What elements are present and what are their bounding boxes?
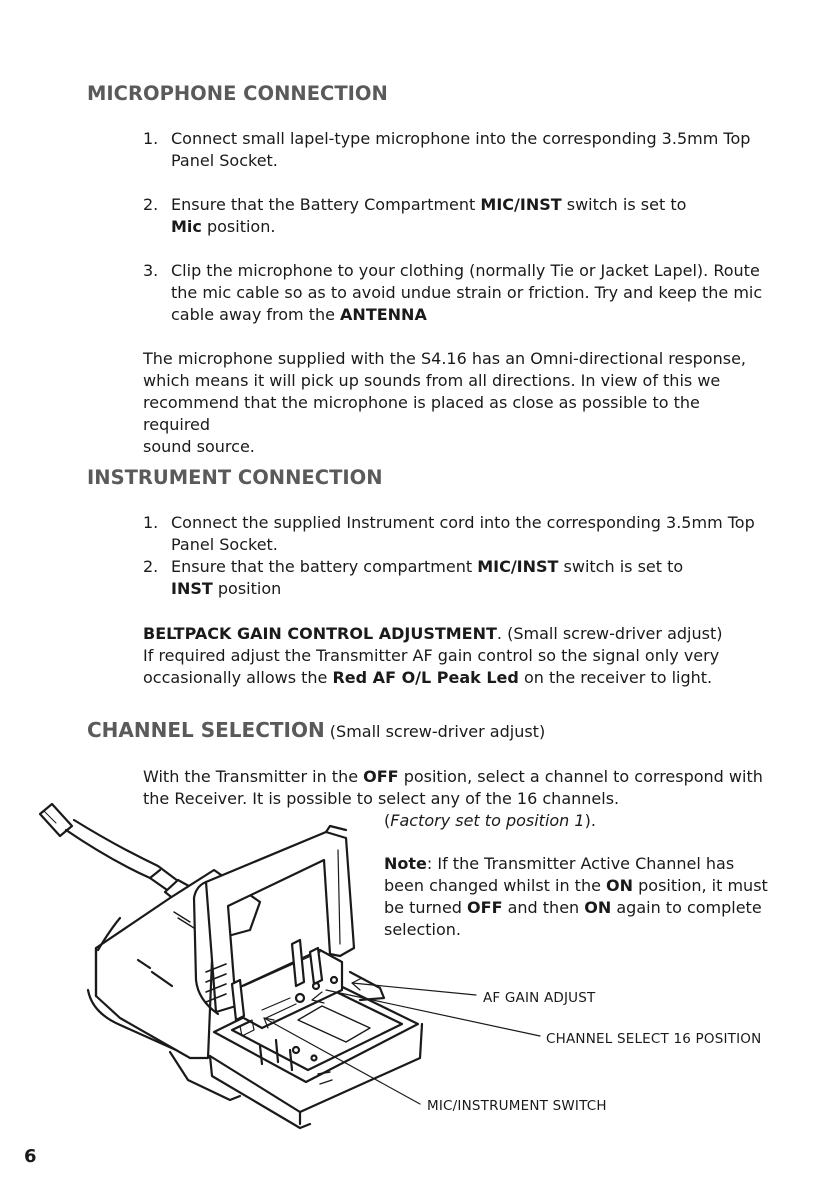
item-line: Ensure that the battery compartment MIC/INST switch is set to (171, 557, 684, 576)
item-line: Connect the supplied Instrument cord into the corresponding 3.5mm Top (171, 513, 755, 532)
item-line: cable away from the ANTENNA (171, 305, 427, 324)
microphone-paragraph: The microphone supplied with the S4.16 has an Omni-directional response, which means it will pick up sounds from all directions. In view of this we recommend that the microphone is placed as close as possible to the required sound source. (143, 349, 746, 456)
factory-setting-note: (Factory set to position 1). (384, 811, 596, 830)
item-number: 3. (143, 261, 159, 280)
item-line: INST position (171, 579, 282, 598)
item-line: Panel Socket. (171, 535, 278, 554)
gain-paragraph: BELTPACK GAIN CONTROL ADJUSTMENT. (Small screw-driver adjust) If required adjust the Transmitter AF gain control so the signal only very occasionally allows the Red AF O/L Peak Led on the receiver to light. (143, 624, 723, 687)
heading-note: (Small screw-driver adjust) (324, 722, 546, 741)
switch-name: MIC/INST (477, 557, 559, 576)
section-heading-instrument: INSTRUMENT CONNECTION (87, 466, 383, 489)
item-line: Clip the microphone to your clothing (normally Tie or Jacket Lapel). Route (171, 261, 760, 280)
label-channel-select: CHANNEL SELECT 16 POSITION (546, 1031, 762, 1047)
item-number: 2. (143, 195, 159, 214)
item-line: Ensure that the Battery Compartment MIC/INST switch is set to (171, 195, 687, 214)
channel-paragraph: With the Transmitter in the OFF position, select a channel to correspond with the Receiver. It is possible to select any of the 16 channels. (143, 767, 763, 808)
item-line: Mic position. (171, 217, 276, 236)
channel-note: Note: If the Transmitter Active Channel has been changed whilst in the ON position, it must be turned OFF and then ON again to complete selection. (384, 854, 768, 939)
section-heading-microphone: MICROPHONE CONNECTION (87, 82, 388, 105)
section-heading-channel: CHANNEL SELECTION (Small screw-driver adjust) (87, 718, 546, 742)
item-line: Panel Socket. (171, 151, 278, 170)
label-af-gain-adjust: AF GAIN ADJUST (483, 990, 596, 1006)
gain-title: BELTPACK GAIN CONTROL ADJUSTMENT (143, 624, 497, 643)
item-number: 1. (143, 129, 159, 148)
switch-name: MIC/INST (480, 195, 562, 214)
item-line: the mic cable so as to avoid undue strain or friction. Try and keep the mic (171, 283, 763, 302)
page-number: 6 (24, 1146, 37, 1167)
item-number: 2. (143, 557, 159, 576)
label-mic-instrument-switch: MIC/INSTRUMENT SWITCH (427, 1098, 607, 1114)
item-line: Connect small lapel-type microphone into the corresponding 3.5mm Top (171, 129, 751, 148)
antenna-icon (40, 804, 196, 904)
item-number: 1. (143, 513, 159, 532)
